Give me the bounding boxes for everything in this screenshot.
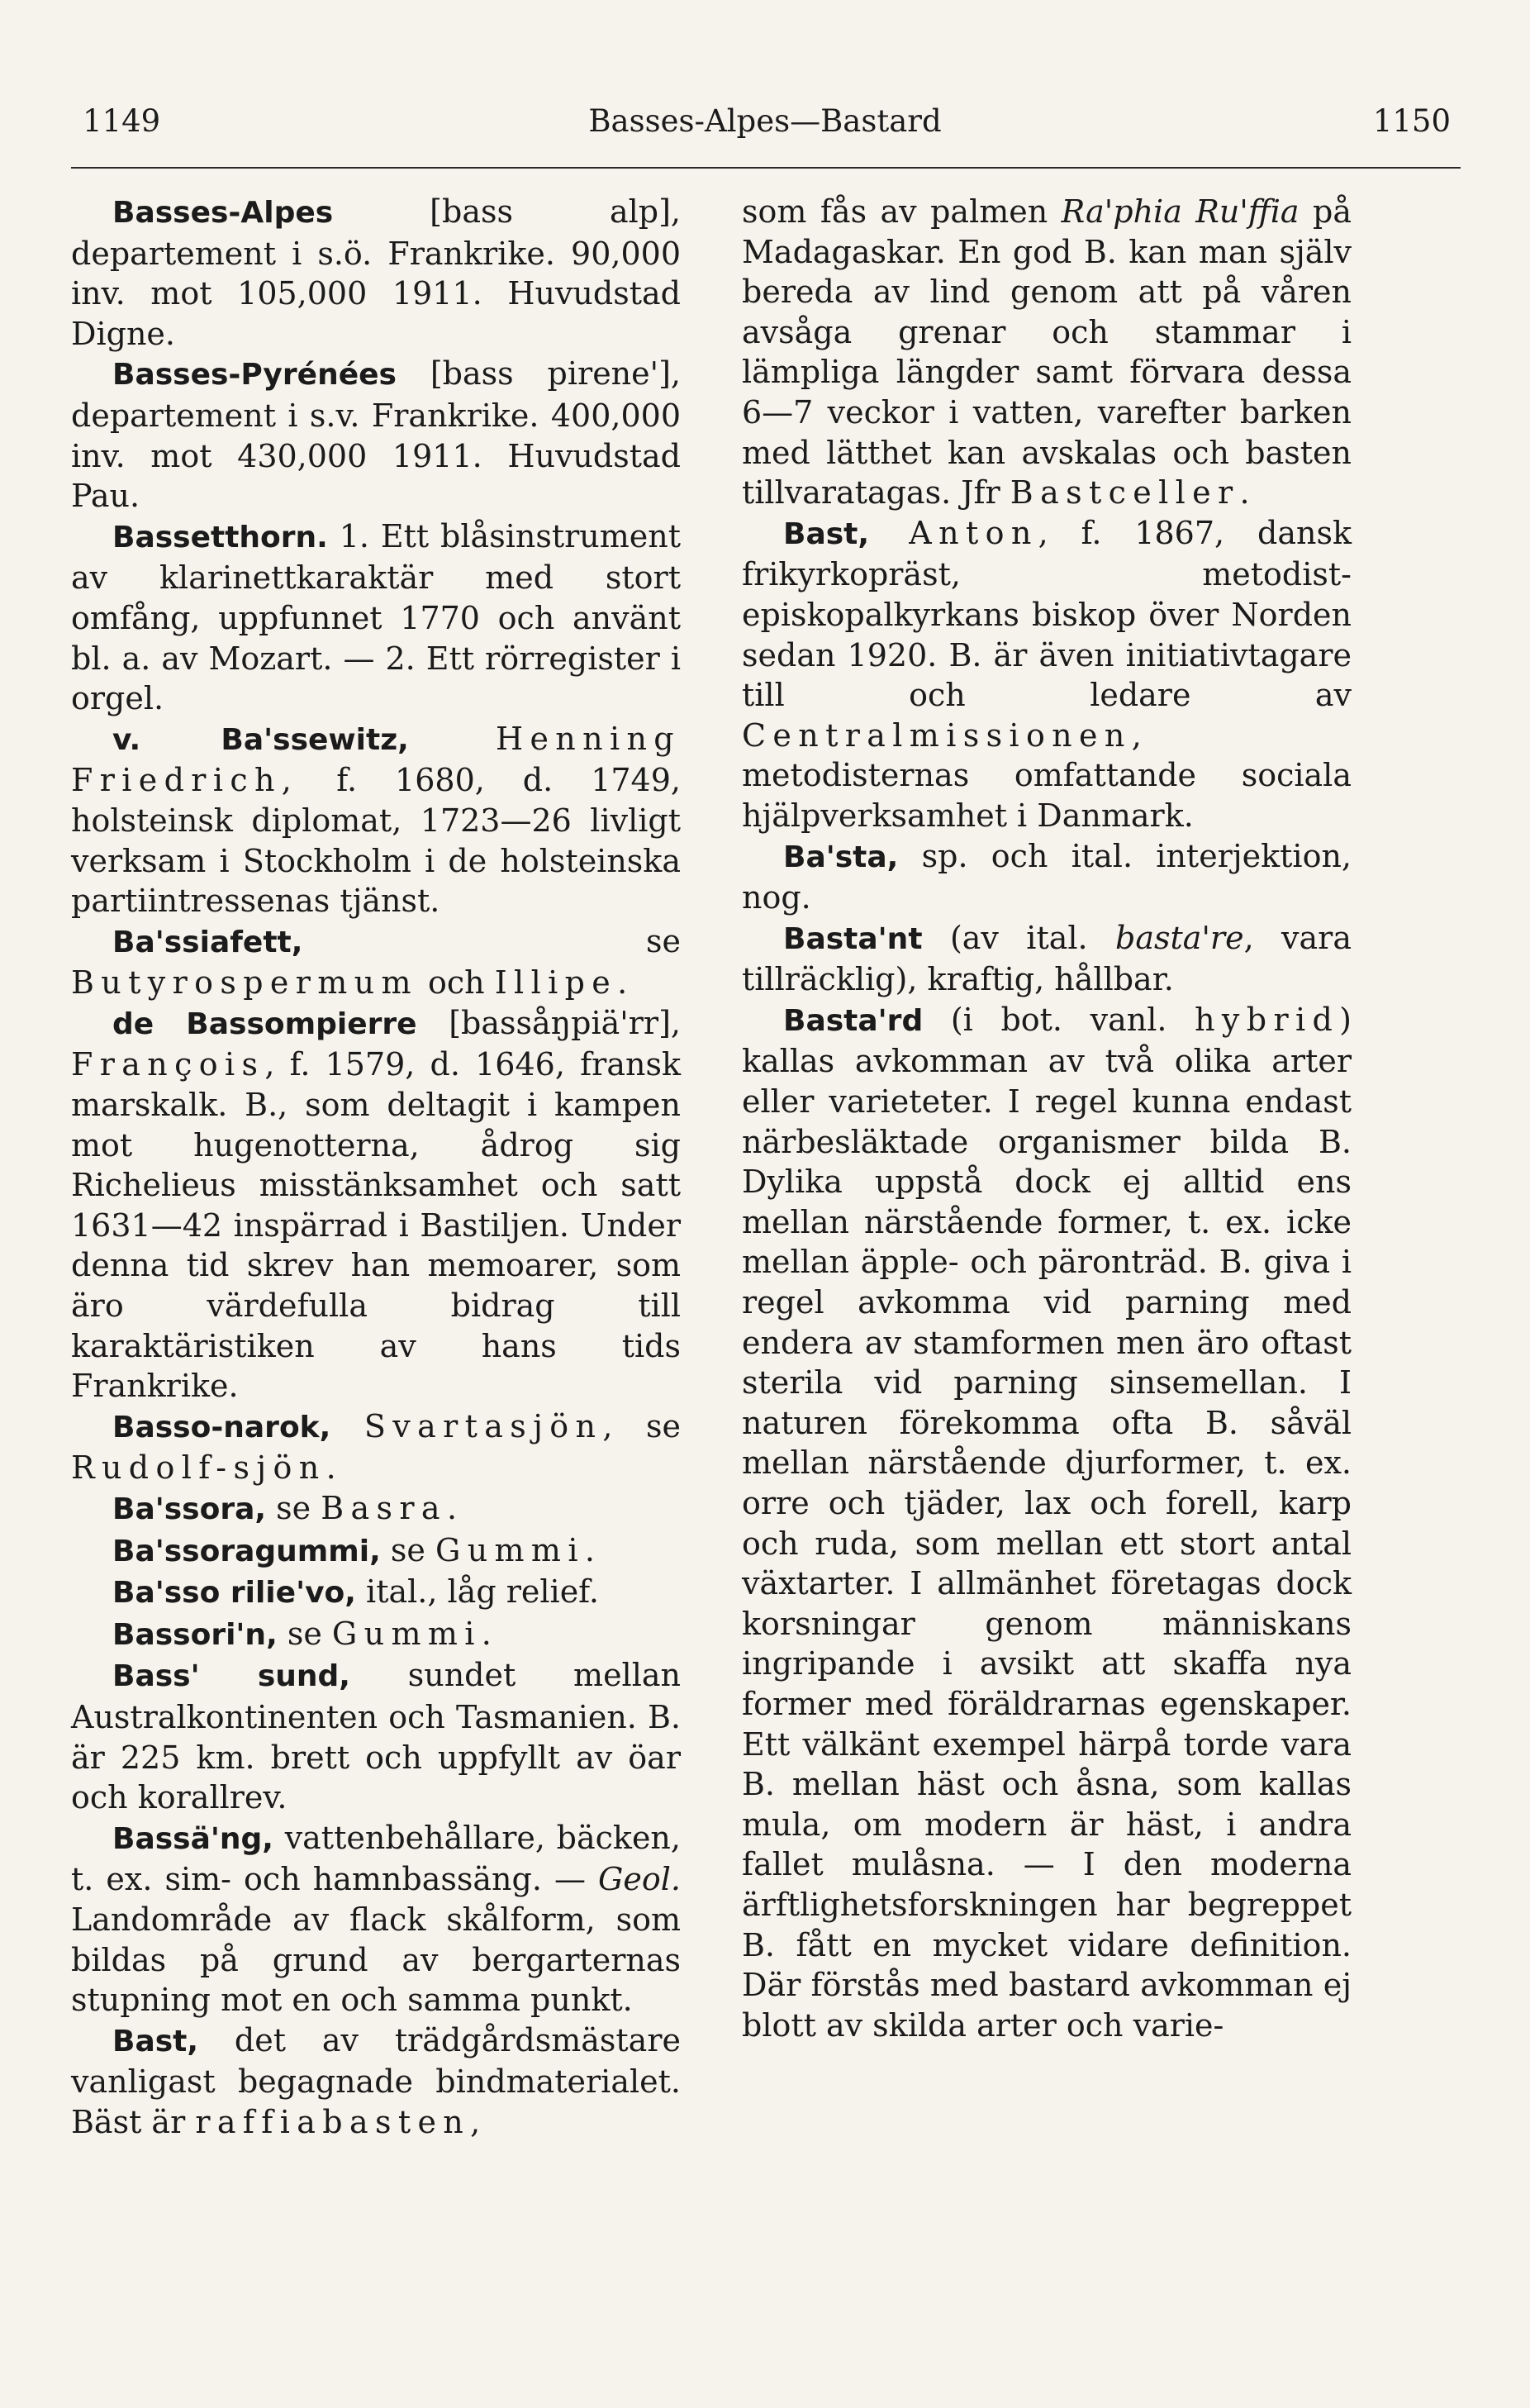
entry-text: ital., låg relief.	[355, 1573, 599, 1611]
entry-text: .	[446, 1490, 458, 1526]
cross-reference: Butyrospermum	[71, 964, 418, 1002]
cross-reference: Illipe	[494, 964, 618, 1002]
cross-reference: Rudolf-sjön	[71, 1449, 326, 1487]
entry-basso-narok	[71, 1406, 681, 1488]
spaced-term: raffiabasten	[195, 2103, 471, 2140]
entry-text: .	[325, 1449, 336, 1487]
entry-bast	[71, 2020, 681, 2143]
entry-text: .	[481, 1615, 492, 1652]
entry-text: [bass alp], departement i s.ö. Frankrike. 90,000 inv. mot 105,000 1911. Huvudstad Digne.	[71, 193, 681, 352]
entry-text: (i bot. vanl.	[923, 1001, 1195, 1038]
entry-bass-sund	[71, 1655, 681, 1817]
entry-text: (av ital.	[922, 919, 1116, 956]
entry-bassiafett	[71, 921, 681, 1003]
entry-text: .	[617, 964, 628, 1002]
running-head: Basses-Alpes—Bastard	[588, 103, 942, 139]
headword: Ba'ssoragummi,	[112, 1534, 381, 1568]
spaced-name: Svartasjön,	[330, 1407, 620, 1444]
italic-term: Ra'phia Ru'ffia	[1061, 193, 1300, 230]
entry-text: se	[619, 1407, 681, 1444]
headword: Bast,	[783, 516, 870, 551]
entry-text: på Madagaskar. En god B. kan man själv bereda av lind genom att på våren avsåga grenar och stammar i lämpliga längder samt förvara dessa 6—7 veckor i vatten, varefter barken med lätthet kan avskalas och basten tillvaratagas. Jfr	[742, 193, 1352, 512]
cross-reference: Gummi	[331, 1615, 482, 1652]
spaced-name: Anton	[869, 514, 1038, 551]
entry-text: f. 1680, d. 1749, holsteinsk diplomat, 1723—26 livligt verksam i Stockholm i de holsteinska partiintressenas tjänst.	[71, 762, 681, 920]
entry-bassoragummi	[71, 1530, 681, 1573]
entry-bassetthorn	[71, 516, 681, 719]
headword: Ba'ssewitz,	[221, 722, 409, 757]
headword-prefix: v.	[112, 722, 221, 757]
entry-text: som fås av palmen	[742, 193, 1062, 230]
entry-text: se	[277, 1615, 332, 1652]
entry-bast-anton	[742, 513, 1352, 836]
page-number-left: 1149	[83, 103, 161, 139]
headword: Basta'rd	[783, 1003, 924, 1038]
entry-text: [bass pirene'], departement i s.v. Frankrike. 400,000 inv. mot 430,000 1911. Huvudstad Pau.	[71, 355, 681, 515]
entry-text: se	[266, 1490, 321, 1526]
entry-text: ) kallas avkomman av två olika arter eller varieteter. I regel kunna endast närbesläktade organismer bilda B. Dylika uppstå dock ej alltid ens mellan närstående former, t. ex. icke mellan äpple- och päronträd. B. giva i regel avkomma vid parning med endera av stamformen men äro oftast sterila vid parning sinsemellan. I naturen förekomma ofta B. såväl mellan närstående djurformer, t. ex. orre och tjäder, lax och forell, karp och ruda, som mellan ett stort antal växtarter. I allmänhet företagas dock korsningar genom människans ingripande i avsikt att skaffa nya former med föräldrarnas egenskaper. Ett välkänt exempel härpå torde vara B. mellan häst och åsna, som kallas mula, om modern är häst, i andra fallet mulåsna. — I den moderna ärftlighetsforskningen har begreppet B. fått en mycket vidare definition. Där förstås med bastard avkomman ej blott av skilda arter och varie-	[742, 1001, 1352, 2044]
entry-bassang	[71, 1818, 681, 2020]
entry-text: .	[1239, 474, 1250, 512]
headword: Bassä'ng,	[112, 1821, 273, 1856]
entry-basses-alpes	[71, 192, 681, 354]
spaced-name: Henning Friedrich,	[71, 720, 681, 799]
entry-bassorin	[71, 1614, 681, 1656]
entry-text: sundet mellan Australkontinenten och Tasmanien. B. är 225 km. brett och uppfyllt av öar och korallrev.	[71, 1657, 681, 1816]
entry-bassompierre	[71, 1003, 681, 1406]
header-rule	[71, 167, 1461, 169]
entry-text: och	[417, 964, 495, 1002]
headword: Basta'nt	[783, 921, 923, 956]
headword: Bass' sund,	[112, 1659, 350, 1694]
headword: Bassori'n,	[112, 1617, 278, 1652]
spaced-term: Centralmissionen	[742, 716, 1132, 754]
entry-text: Landområde av flack skålform, som bildas på grund av bergarternas stupning mot en och samma punkt.	[71, 1901, 681, 2019]
headword: de Bassompierre	[112, 1007, 417, 1041]
entry-basta	[742, 836, 1352, 918]
entry-text: det av trädgårdsmästare vanligast begagnade bindmaterialet. Bäst är	[71, 2021, 681, 2140]
entry-text: ,	[470, 2103, 481, 2140]
entry-basso-rilievo	[71, 1572, 681, 1614]
headword: Ba'sso rilie'vo,	[112, 1576, 356, 1611]
entry-text: se	[302, 922, 681, 959]
entry-text: , vara tillräcklig), kraftig, hållbar.	[742, 919, 1352, 998]
entry-basses-pyrenees	[71, 354, 681, 516]
spaced-name: François	[71, 1046, 265, 1083]
entry-bastard	[742, 1000, 1352, 2045]
cross-reference: Basra	[321, 1490, 447, 1526]
entry-text: , f. 1579, d. 1646, fransk marskalk. B., som deltagit i kampen mot hugenotterna, ådrog sig Richelieus misstänksamhet och satt 1631—42 inspärrad i Bastiljen. Under denna tid skrev han memoarer, som äro värdefulla bidrag till karaktäristiken av hans tids Frankrike.	[71, 1046, 681, 1405]
left-column	[71, 192, 681, 2143]
entry-text: vattenbehållare, bäcken, t. ex. sim- och hamnbassäng. —	[71, 1819, 681, 1898]
headword: Bassetthorn.	[112, 520, 328, 554]
italic-term: Geol.	[598, 1861, 681, 1898]
entry-text: .	[584, 1531, 595, 1568]
headword: Basses-Alpes	[112, 196, 334, 230]
right-column	[742, 192, 1352, 2045]
headword: Ba'ssiafett,	[112, 925, 303, 959]
entry-bastant	[742, 918, 1352, 1000]
cross-reference: Bastceller	[1010, 474, 1240, 512]
headword: Basses-Pyrénées	[112, 358, 397, 393]
headword: Ba'sta,	[783, 840, 899, 874]
headword: Bast,	[112, 2024, 199, 2058]
entry-text: , f. 1867, dansk frikyrkopräst, metodist-episkopalkyrkans biskop över Norden sedan 1920. B. är även initiativtagare till och ledare av	[742, 514, 1352, 714]
entry-text: sp. och ital. interjektion, nog.	[742, 837, 1352, 916]
entry-text: 1. Ett blåsinstrument av klarinettkaraktär med stort omfång, uppfunnet 1770 och använt bl. a. av Mozart. — 2. Ett rörregister i orgel.	[71, 517, 681, 717]
headword: Ba'ssora,	[112, 1492, 267, 1526]
spaced-term: hybrid	[1195, 1001, 1340, 1038]
headword: Basso-narok,	[112, 1410, 331, 1444]
page-number-right: 1150	[1372, 103, 1451, 139]
entry-bast-continued	[742, 192, 1352, 513]
entry-text: , metodisternas omfattande sociala hjälpverksamhet i Danmark.	[742, 716, 1352, 834]
italic-term: basta're	[1115, 919, 1244, 956]
entry-bassora	[71, 1488, 681, 1530]
entry-text: [bassåŋpiä'rr],	[416, 1004, 681, 1041]
entry-bassewitz	[71, 719, 681, 921]
cross-reference: Gummi	[435, 1531, 585, 1568]
entry-text: se	[380, 1531, 435, 1568]
